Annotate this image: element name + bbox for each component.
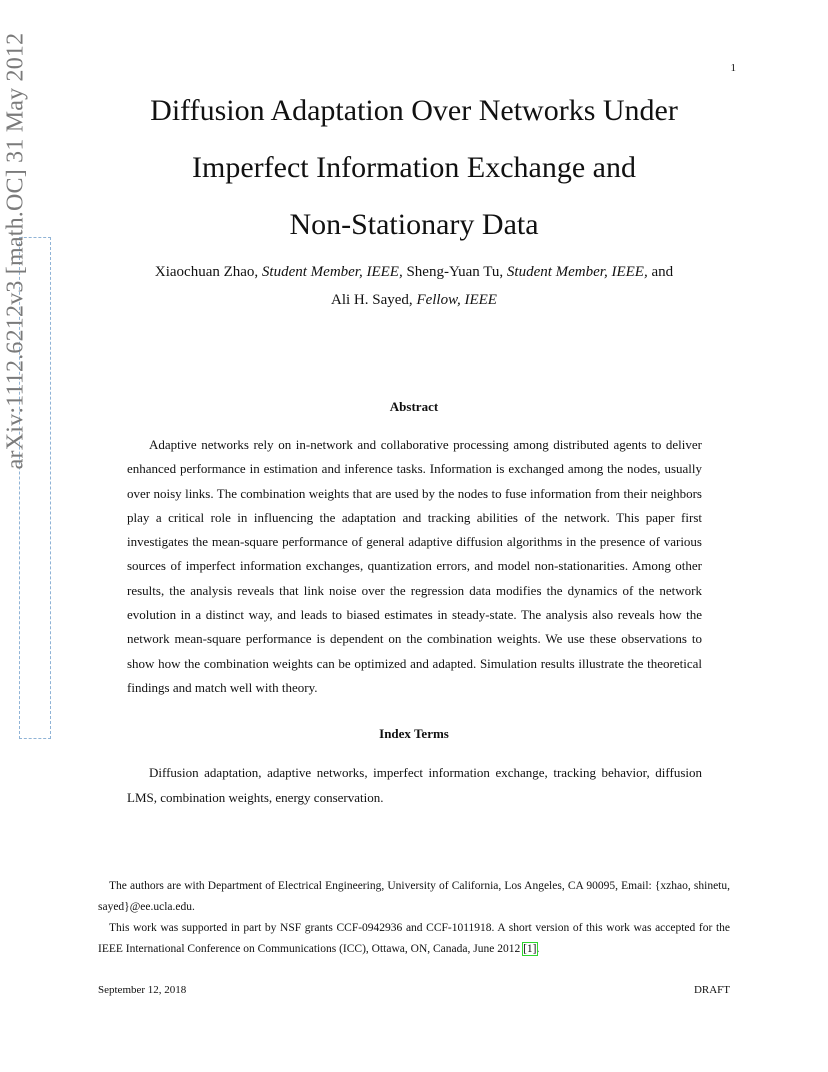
- arxiv-id[interactable]: arXiv:1112.6212v3 [math.OC] 31 May 2012: [2, 32, 29, 470]
- reference-link[interactable]: [1]: [523, 943, 537, 955]
- index-terms-text: Diffusion adaptation, adaptive networks, imperfect information exchange, tracking behavior, diffusion LMS, combination weights, energy conservation.: [127, 765, 702, 805]
- author-1: Xiaochuan Zhao,: [154, 264, 259, 280]
- abstract-text: Adaptive networks rely on in-network and collaborative processing among distributed agents to deliver enhanced performance in estimation and inference tasks. Information is exchanged among the nodes, usually over noisy links. The combination weights that are used by the nodes to fuse information from their neighbors play a critical role in influencing the adaptation and tracking abilities of the network. This paper first investigates the mean-square performance of general adaptive diffusion algorithms in the presence of various sources of imperfect information exchanges, quantization errors, and model non-stationarities. Among other results, the analysis reveals that link noise over the regression data modifies the dynamics of the network evolution in a distinct way, and leads to biased estimates in steady-state. The analysis also reveals how the network mean-square performance is dependent on the combination weights. We use these observations to show how the combination weights can be optimized and adapted. Simulation results illustrate the theoretical findings and match well with theory.: [127, 437, 702, 695]
- title-line-3: Non-Stationary Data: [289, 208, 539, 241]
- footnote-funding-text: This work was supported in part by NSF grants CCF-0942936 and CCF-1011918. A short version of this work was accepted for the IEEE International Conference on Communications (ICC), Ottawa, ON, Canada, June 2012: [98, 922, 730, 955]
- title-line-1: Diffusion Adaptation Over Networks Under: [150, 94, 678, 127]
- footer-status: DRAFT: [693, 984, 730, 996]
- author-list: [98, 258, 730, 314]
- abstract-heading: Abstract: [389, 399, 439, 414]
- footnote-end: .: [536, 943, 540, 955]
- index-terms-heading: Index Terms: [379, 726, 449, 741]
- paper-title: [98, 82, 730, 253]
- author-3: Ali H. Sayed,: [331, 292, 413, 308]
- author-3-role: Fellow, IEEE: [416, 292, 497, 308]
- author-1-role: Student Member, IEEE,: [261, 264, 403, 280]
- footer-date: September 12, 2018: [98, 984, 187, 996]
- title-line-2: Imperfect Information Exchange and: [192, 151, 636, 184]
- author-2: Sheng-Yuan Tu,: [406, 264, 504, 280]
- page-number: 1: [730, 62, 736, 74]
- footnote-affiliation: The authors are with Department of Electrical Engineering, University of California, Los Angeles, CA 90095, Email: {xzhao, shinetu, sayed}@ee.ucla.edu.: [98, 880, 730, 913]
- author-conjunction: and: [651, 264, 674, 280]
- footnote-funding: [98, 918, 730, 960]
- author-2-role: Student Member, IEEE,: [506, 264, 648, 280]
- footnotes: [98, 876, 730, 960]
